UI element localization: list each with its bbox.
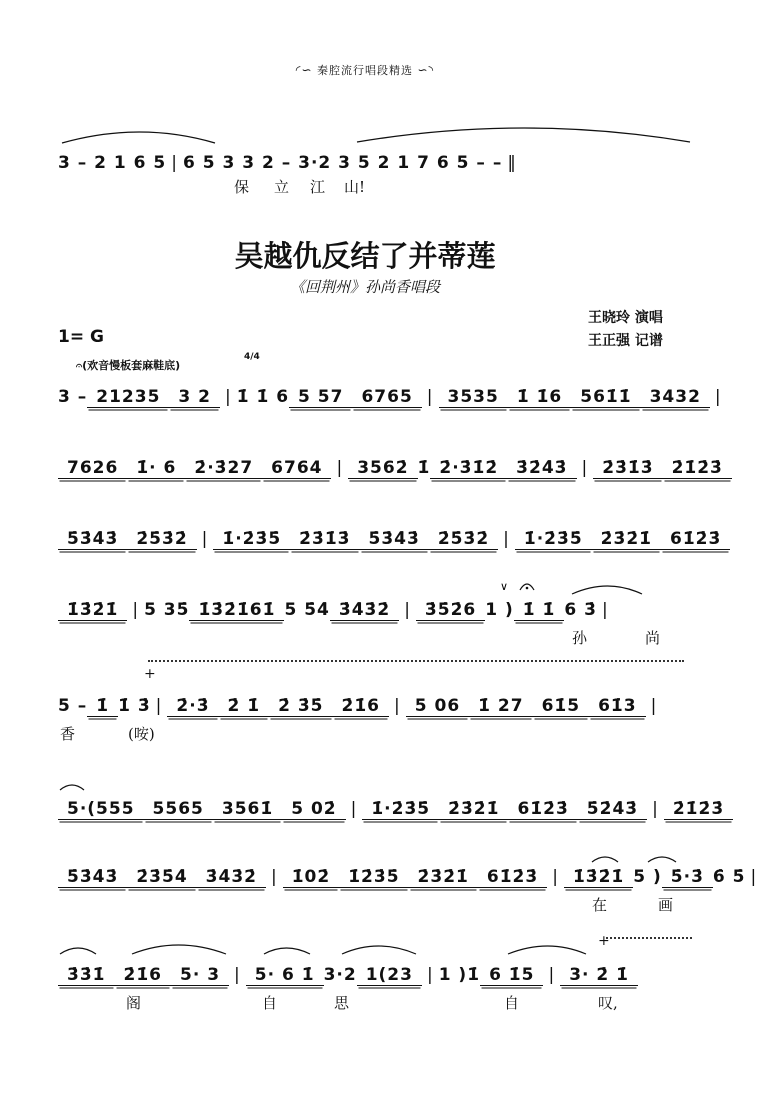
notation-line-4 bbox=[58, 597, 688, 623]
barline: | bbox=[234, 965, 241, 985]
barline: | bbox=[601, 600, 609, 620]
header-text: 秦腔流行唱段精选 bbox=[317, 64, 413, 77]
note-group: 1̇02̇ bbox=[283, 867, 340, 888]
lyric: 阁 bbox=[126, 994, 142, 1012]
note-group: 2̇1̇6 bbox=[333, 696, 390, 717]
barline: | bbox=[171, 153, 178, 173]
note: 1̇ bbox=[417, 458, 431, 478]
lyric: 自 bbox=[262, 994, 278, 1012]
barline: | bbox=[350, 799, 358, 819]
lyric: 香 bbox=[60, 725, 76, 743]
note-group: 6̇ 5̇ bbox=[712, 867, 746, 887]
note-group: 2̇·3̇ bbox=[167, 696, 218, 717]
note-group: 1̇·2̇3̇5̇ bbox=[515, 529, 592, 550]
prev-notation-line bbox=[58, 150, 688, 176]
note-group: 61̇5 bbox=[533, 696, 590, 717]
note-group: 1̇ bbox=[87, 696, 118, 717]
notation-line-3 bbox=[58, 526, 722, 552]
note-group: 6765 bbox=[352, 387, 421, 408]
note-group: 3432 bbox=[641, 387, 710, 408]
note-group: 2̇3̇1̇3̇ bbox=[290, 529, 359, 550]
note-group: 6 5 3 3 2 – 3·2 3 5 2 1 7 6 5 – – bbox=[182, 153, 503, 173]
note-group: 5̇3̇4̇3̇ bbox=[58, 867, 127, 888]
notation-line-2 bbox=[58, 455, 723, 481]
lyric: 江 bbox=[310, 178, 326, 196]
note-group: 61̇2̇3̇ bbox=[478, 867, 547, 888]
lyric: 保 bbox=[234, 178, 250, 196]
note-group: 5·(555 bbox=[58, 799, 144, 820]
barline: | bbox=[426, 965, 434, 985]
slur-arc bbox=[58, 938, 678, 958]
note-group: 2̇ 1̇ bbox=[219, 696, 270, 717]
slur-arc bbox=[590, 850, 690, 864]
breath-mark-icon bbox=[500, 578, 560, 594]
note-group: 1 ) bbox=[485, 600, 514, 620]
note-group: 2̇1̇2̇3̇ bbox=[663, 458, 732, 479]
song-title: 吴越仇反结了并蒂莲 bbox=[234, 239, 496, 273]
note-group: 3562̇ bbox=[348, 458, 417, 479]
notation-line-5 bbox=[58, 693, 688, 719]
barline: | bbox=[750, 867, 758, 887]
barline: | bbox=[426, 387, 434, 407]
barline: | bbox=[650, 696, 658, 716]
key-signature: 1= G bbox=[58, 327, 104, 347]
note-group: 1̇ 1̇ 6 bbox=[236, 387, 290, 407]
note-group: 3535 bbox=[439, 387, 508, 408]
svg-text:∨: ∨ bbox=[500, 580, 509, 593]
note-group: 1 ) bbox=[438, 965, 468, 985]
note-group: 3 – 2 1 6 5 bbox=[58, 153, 167, 173]
time-signature: 4/4 bbox=[244, 352, 260, 362]
barline: | bbox=[552, 867, 559, 887]
note: 5 – bbox=[58, 696, 88, 716]
ornament-left-icon: ◜∽ bbox=[295, 63, 313, 77]
notation-line-6 bbox=[58, 796, 725, 822]
note-group: 5565 bbox=[144, 799, 213, 820]
barline: | bbox=[581, 458, 589, 478]
note-group: 1̇2̇3̇5̇ bbox=[339, 867, 408, 888]
note-group: 6764 bbox=[262, 458, 331, 479]
note-group: 2̇·3̇1̇2̇ bbox=[430, 458, 507, 479]
note-group: 6 1̇5 bbox=[480, 965, 543, 986]
note-group: 5 5̇4̇ bbox=[284, 600, 330, 620]
note-group: 2̇1̇2̇3̇ bbox=[664, 799, 733, 820]
note-group: 561̇1̇ bbox=[571, 387, 640, 408]
note-group: 2̇5̇3̇2̇ bbox=[429, 529, 498, 550]
note-group: 3561̇ bbox=[213, 799, 282, 820]
note-group: 5̇3̇4̇3̇ bbox=[360, 529, 429, 550]
plus-mark-icon: + bbox=[598, 933, 610, 949]
ornament-right-icon: ∽◝ bbox=[417, 63, 435, 77]
song-subtitle: 《回荆州》孙尚香唱段 bbox=[289, 278, 440, 296]
note-group: 5 57 bbox=[289, 387, 352, 408]
tremolo-dotted-line bbox=[148, 660, 684, 662]
lyric: 立 bbox=[274, 178, 290, 196]
barline: | bbox=[336, 458, 344, 478]
lyric: 孙 bbox=[572, 629, 588, 647]
note: 3 – bbox=[58, 387, 88, 407]
notation-line-7 bbox=[58, 864, 758, 890]
note-group: 1̇ 1̇6 bbox=[508, 387, 571, 408]
slur-arc bbox=[58, 780, 88, 792]
note-group: 5 ) bbox=[633, 867, 662, 887]
note-group: 2̇1̇6 bbox=[115, 965, 172, 986]
slur-arc bbox=[60, 125, 220, 145]
barline: | bbox=[224, 387, 232, 407]
barline: | bbox=[155, 696, 163, 716]
note-group: 61̇3 bbox=[589, 696, 646, 717]
slur-arc bbox=[355, 120, 695, 145]
note-group: 3·2 bbox=[323, 965, 357, 985]
lyric: 画 bbox=[658, 896, 674, 914]
note-group: 3 2 bbox=[169, 387, 220, 408]
note-group: 3̇4̇3̇2̇ bbox=[330, 600, 399, 621]
note-group: 2̇3̇2̇1̇ bbox=[409, 867, 478, 888]
note-group: 2̇3̇2̇1̇ bbox=[439, 799, 508, 820]
barline: | bbox=[503, 529, 510, 549]
note-group: 61̇2̇3̇ bbox=[508, 799, 577, 820]
note-group: 5 02̇ bbox=[282, 799, 345, 820]
note-group: 61̇2̇3̇ bbox=[661, 529, 730, 550]
lyric: 尚 bbox=[645, 629, 661, 647]
note-group: 1(23 bbox=[357, 965, 422, 986]
note-group: 1̇3̇2̇1̇ bbox=[58, 600, 127, 621]
barline: | bbox=[548, 965, 556, 985]
note-group: 3̇2̇4̇3̇ bbox=[507, 458, 576, 479]
note-group: 6 3̇ bbox=[564, 600, 597, 620]
note-group: 1̇ 1̇ bbox=[514, 600, 565, 621]
lyric: 自 bbox=[504, 994, 520, 1012]
barline: | bbox=[652, 799, 659, 819]
note-group: 3̇3̇1̇ bbox=[58, 965, 115, 986]
tremolo-dotted-line bbox=[606, 937, 692, 939]
barline: | bbox=[404, 600, 411, 620]
lyric: 在 bbox=[592, 896, 608, 914]
note-group: 5̇2̇4̇3̇ bbox=[578, 799, 647, 820]
barline: | bbox=[132, 600, 140, 620]
note-group: 3̇4̇3̇2̇ bbox=[197, 867, 266, 888]
note-group: 21235 bbox=[87, 387, 169, 408]
note-group: 5· 6 1̇ bbox=[246, 965, 324, 986]
notation-line-8 bbox=[58, 962, 688, 988]
note-group: 2̇3̇2̇1̇ bbox=[592, 529, 661, 550]
note-group: 5̇3̇4̇3̇ bbox=[58, 529, 127, 550]
note-group: 2̇ 3̇5̇ bbox=[269, 696, 332, 717]
note-group: 5 06 bbox=[406, 696, 469, 717]
slur-arc bbox=[570, 580, 650, 596]
note-group: 2̇5̇3̇2̇ bbox=[127, 529, 196, 550]
lyric: 叹, bbox=[598, 994, 618, 1012]
note-group: 2̇·3̇27 bbox=[185, 458, 262, 479]
barline: | bbox=[270, 867, 278, 887]
note-group: 5̇·3̇ bbox=[662, 867, 713, 888]
note-group: 1̇· 6 bbox=[127, 458, 185, 479]
barline: | bbox=[201, 529, 209, 549]
note-group: 2̇3̇5̇4̇ bbox=[127, 867, 196, 888]
intro-annotation: 𝄐(欢音慢板套麻鞋底) bbox=[76, 359, 181, 372]
note-group: 5· 3 bbox=[171, 965, 229, 986]
note-group: 3· 2̇ 1̇ bbox=[560, 965, 638, 986]
lyric: (咹) bbox=[128, 725, 155, 743]
note-group: 1̇·2̇3̇5̇ bbox=[213, 529, 290, 550]
note-group: 1̇ 27 bbox=[469, 696, 532, 717]
note-group: 1̇3̇2̇1̇ bbox=[564, 867, 633, 888]
lyric: 山! bbox=[344, 178, 366, 196]
note-group: 1̇·2̇3̇5̇ bbox=[362, 799, 439, 820]
note-group: 3̇5̇2̇6 bbox=[416, 600, 485, 621]
note-group: 7626 bbox=[58, 458, 127, 479]
transcriber-credit: 王正强 记谱 bbox=[588, 333, 663, 349]
notation-line-1 bbox=[58, 384, 722, 410]
barline: | bbox=[714, 387, 722, 407]
note: 1̇ bbox=[467, 965, 481, 985]
page-header bbox=[0, 62, 730, 78]
end-barline: ‖ bbox=[507, 153, 517, 173]
note-group: 1̇3̇2̇1̇61̇ bbox=[189, 600, 284, 621]
note-group: 2̇3̇1̇3̇ bbox=[593, 458, 662, 479]
singer-credit: 王晓玲 演唱 bbox=[588, 310, 663, 326]
plus-mark-icon: + bbox=[144, 666, 156, 682]
note-group: 1̇ 3̇ bbox=[118, 696, 151, 716]
lyric: 思 bbox=[334, 994, 350, 1012]
barline: | bbox=[394, 696, 401, 716]
note-group: 5 35̇ bbox=[144, 600, 190, 620]
